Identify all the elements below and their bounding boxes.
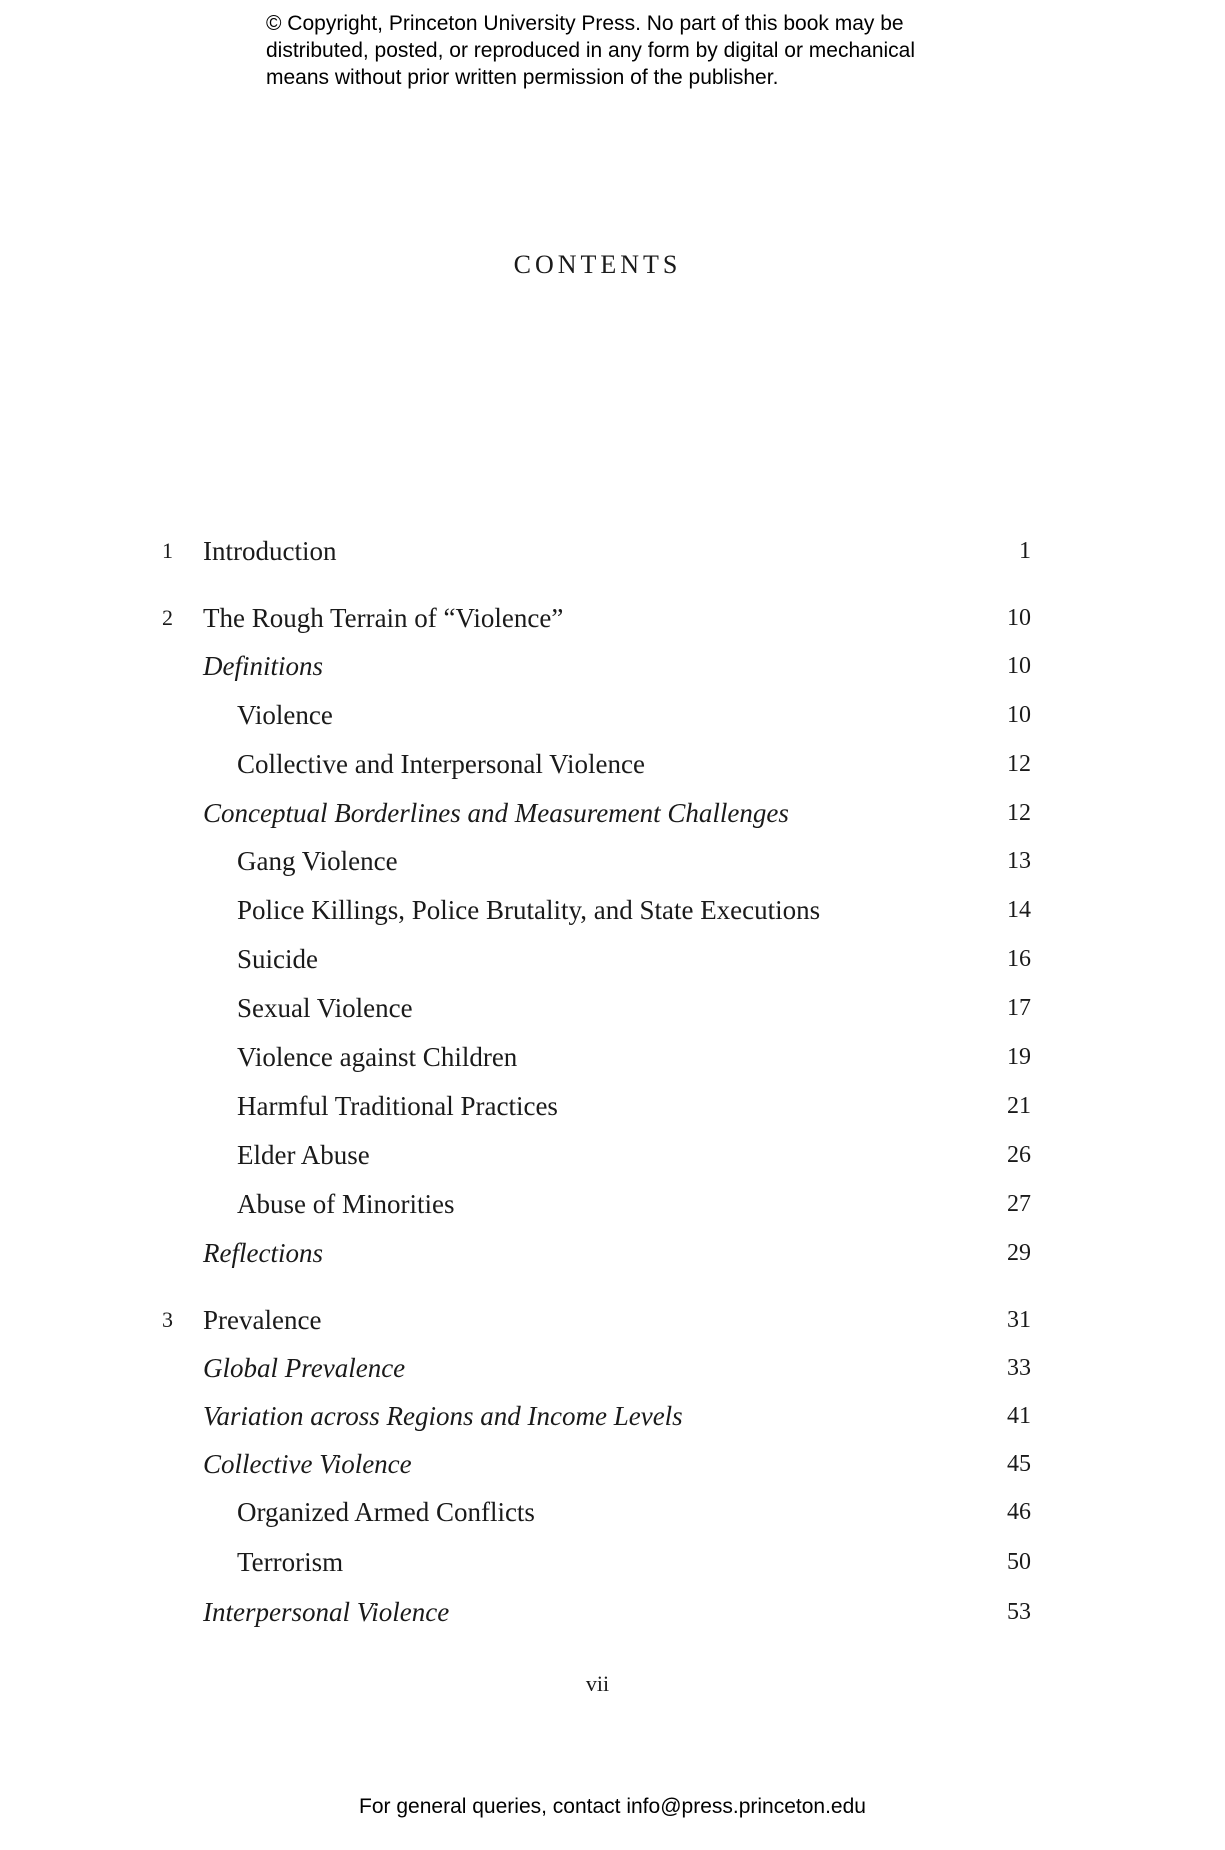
contact-footer: For general queries, contact info@press.princeton.edu	[359, 1795, 866, 1818]
toc-entry-page: 10	[1007, 653, 1031, 679]
toc-entry-section	[0, 1594, 1225, 1630]
toc-entry-page: 41	[1007, 1403, 1031, 1429]
toc-entry-chapter	[0, 533, 1225, 569]
toc-entry-title: Harmful Traditional Practices	[237, 1091, 558, 1121]
toc-entry-page: 53	[1007, 1599, 1031, 1625]
toc-entry-title: Suicide	[237, 944, 318, 974]
toc-entry-subsection	[0, 892, 1225, 928]
toc-entry-subsection	[0, 1137, 1225, 1173]
toc-entry-subsection	[0, 697, 1225, 733]
toc-entry-title: Interpersonal Violence	[203, 1597, 450, 1627]
toc-entry-subsection	[0, 941, 1225, 977]
toc-entry-page: 16	[1007, 946, 1031, 972]
toc-entry-title: The Rough Terrain of “Violence”	[203, 603, 564, 633]
page-title: CONTENTS	[513, 250, 682, 279]
toc-entry-title: Organized Armed Conflicts	[237, 1497, 535, 1527]
toc-entry-page: 1	[1019, 538, 1031, 564]
copyright-notice	[266, 10, 986, 91]
toc-entry-page: 29	[1007, 1240, 1031, 1266]
toc-entry-subsection	[0, 1544, 1225, 1580]
toc-entry-subsection	[0, 746, 1225, 782]
chapter-number: 3	[162, 1307, 173, 1332]
toc-entry-title: Definitions	[203, 651, 323, 681]
toc-entry-page: 27	[1007, 1191, 1031, 1217]
page-number: vii	[585, 1671, 610, 1696]
toc-entry-title: Reflections	[203, 1238, 323, 1268]
toc-entry-page: 10	[1007, 702, 1031, 728]
toc-entry-title: Introduction	[203, 536, 337, 566]
toc-entry-page: 19	[1007, 1044, 1031, 1070]
toc-entry-title: Violence	[237, 700, 333, 730]
toc-entry-title: Collective and Interpersonal Violence	[237, 749, 645, 779]
copyright-line: distributed, posted, or reproduced in any form by digital or mechanical	[266, 39, 916, 62]
toc-entry-page: 45	[1007, 1451, 1031, 1477]
toc-entry-page: 14	[1007, 897, 1031, 923]
toc-entry-section	[0, 1446, 1225, 1482]
toc-entry-title: Conceptual Borderlines and Measurement Challenges	[203, 798, 789, 828]
toc-entry-section	[0, 795, 1225, 831]
toc-entry-title: Gang Violence	[237, 846, 398, 876]
toc-entry-page: 33	[1007, 1355, 1031, 1381]
toc-entry-page: 13	[1007, 848, 1031, 874]
chapter-number: 1	[162, 538, 173, 563]
toc-entry-page: 12	[1007, 800, 1031, 826]
toc-entry-title: Violence against Children	[237, 1042, 518, 1072]
toc-entry-page: 12	[1007, 751, 1031, 777]
copyright-line: means without prior written permission of the publisher.	[266, 66, 779, 89]
toc-entry-subsection	[0, 990, 1225, 1026]
toc-entry-page: 17	[1007, 995, 1031, 1021]
copyright-line: © Copyright, Princeton University Press. No part of this book may be	[266, 12, 904, 35]
toc-entry-subsection	[0, 1088, 1225, 1124]
toc-entry-title: Elder Abuse	[237, 1140, 370, 1170]
toc-entry-chapter	[0, 1302, 1225, 1338]
toc-entry-section	[0, 1235, 1225, 1271]
toc-entry-subsection	[0, 1494, 1225, 1530]
toc-entry-page: 21	[1007, 1093, 1031, 1119]
toc-entry-subsection	[0, 1186, 1225, 1222]
chapter-number: 2	[162, 605, 173, 630]
toc-entry-title: Global Prevalence	[203, 1353, 406, 1383]
toc-entry-title: Police Killings, Police Brutality, and State Executions	[237, 895, 821, 925]
toc-entry-section	[0, 1398, 1225, 1434]
toc-entry-page: 46	[1007, 1499, 1031, 1525]
toc-entry-chapter	[0, 600, 1225, 636]
toc-entry-subsection	[0, 843, 1225, 879]
toc-entry-subsection	[0, 1039, 1225, 1075]
toc-entry-title: Prevalence	[203, 1305, 322, 1335]
toc-entry-title: Variation across Regions and Income Levels	[203, 1401, 683, 1431]
toc-entry-title: Abuse of Minorities	[237, 1189, 455, 1219]
toc-entry-page: 26	[1007, 1142, 1031, 1168]
toc-entry-section	[0, 1350, 1225, 1386]
toc-entry-page: 31	[1007, 1307, 1031, 1333]
toc-entry-page: 50	[1007, 1549, 1031, 1575]
toc-entry-title: Terrorism	[237, 1547, 344, 1577]
toc-entry-page: 10	[1007, 605, 1031, 631]
toc-entry-title: Sexual Violence	[237, 993, 413, 1023]
toc-entry-title: Collective Violence	[203, 1449, 412, 1479]
toc-entry-section	[0, 648, 1225, 684]
